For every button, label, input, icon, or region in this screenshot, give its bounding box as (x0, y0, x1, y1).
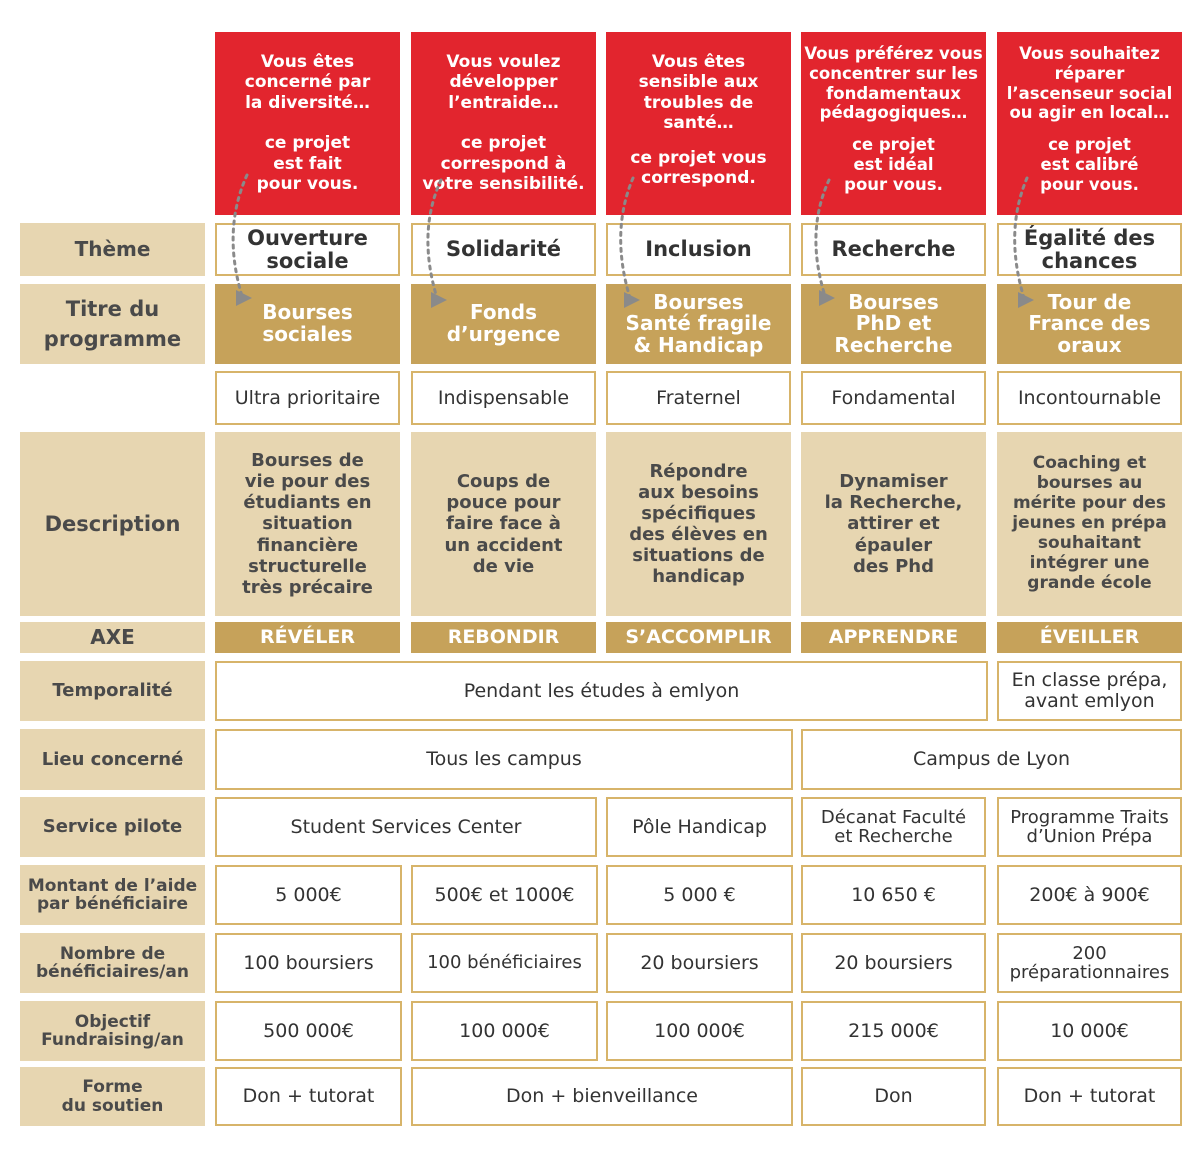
label-temporalite: Temporalité (20, 661, 205, 721)
header-statement-3 (606, 32, 791, 215)
statement-conclusion: ce projet est idéal pour vous. (844, 135, 943, 194)
qualifier-5: Incontournable (997, 371, 1182, 425)
programme-title-3: Bourses Santé fragile & Handicap (606, 284, 791, 364)
label-axe: AXE (20, 622, 205, 653)
objectif-3: 100 000€ (606, 1001, 793, 1061)
service-student-center: Student Services Center (215, 797, 597, 857)
objectif-4: 215 000€ (801, 1001, 986, 1061)
nombre-5: 200 préparationnaires (997, 933, 1182, 993)
header-statement-5 (997, 32, 1182, 215)
nombre-1: 100 boursiers (215, 933, 402, 993)
forme-1: Don + tutorat (215, 1067, 402, 1126)
statement-intro: Vous préférez vous concentrer sur les fondamentaux pédagogiques… (804, 44, 983, 123)
statement-intro: Vous souhaitez réparer l’ascenseur social ou agir en local… (1006, 44, 1173, 123)
statement-intro: Vous êtes concerné par la diversité… (244, 52, 371, 113)
label-objectif: Objectif Fundraising/an (20, 1001, 205, 1061)
theme-3: Inclusion (606, 223, 791, 276)
nombre-3: 20 boursiers (606, 933, 793, 993)
axe-3: S’ACCOMPLIR (606, 622, 791, 653)
nombre-4: 20 boursiers (801, 933, 986, 993)
service-pole-handicap: Pôle Handicap (606, 797, 793, 857)
label-forme: Forme du soutien (20, 1067, 205, 1126)
montant-1: 5 000€ (215, 865, 402, 925)
qualifier-2: Indispensable (411, 371, 596, 425)
programme-title-5: Tour de France des oraux (997, 284, 1182, 364)
statement-conclusion: ce projet correspond à votre sensibilité. (422, 133, 585, 194)
service-traits-union: Programme Traits d’Union Prépa (997, 797, 1182, 857)
label-programme-title: Titre du programme (20, 284, 205, 364)
label-nombre: Nombre de bénéficiaires/an (20, 933, 205, 993)
label-service: Service pilote (20, 797, 205, 857)
montant-2: 500€ et 1000€ (411, 865, 598, 925)
montant-5: 200€ à 900€ (997, 865, 1182, 925)
description-4: Dynamiser la Recherche, attirer et épauler des Phd (801, 432, 986, 616)
temporalite-during-studies: Pendant les études à emlyon (215, 661, 988, 721)
axe-4: APPRENDRE (801, 622, 986, 653)
forme-2: Don + bienveillance (411, 1067, 793, 1126)
forme-3: Don (801, 1067, 986, 1126)
objectif-1: 500 000€ (215, 1001, 402, 1061)
temporalite-prepa: En classe prépa, avant emlyon (997, 661, 1182, 721)
statement-intro: Vous voulez développer l’entraide… (446, 52, 561, 113)
axe-2: REBONDIR (411, 622, 596, 653)
description-5: Coaching et bourses au mérite pour des jeunes en prépa souhaitant intégrer une grande école (997, 432, 1182, 616)
label-lieu: Lieu concerné (20, 729, 205, 790)
programme-title-2: Fonds d’urgence (411, 284, 596, 364)
nombre-2: 100 bénéficiaires (411, 933, 598, 993)
qualifier-3: Fraternel (606, 371, 791, 425)
objectif-2: 100 000€ (411, 1001, 598, 1061)
objectif-5: 10 000€ (997, 1001, 1182, 1061)
lieu-lyon: Campus de Lyon (801, 729, 1182, 790)
description-1: Bourses de vie pour des étudiants en situation financière structurelle très précaire (215, 432, 400, 616)
programme-title-4: Bourses PhD et Recherche (801, 284, 986, 364)
programme-title-1: Bourses sociales (215, 284, 400, 364)
qualifier-1: Ultra prioritaire (215, 371, 400, 425)
label-montant: Montant de l’aide par bénéficiaire (20, 865, 205, 925)
statement-conclusion: ce projet est fait pour vous. (256, 133, 359, 194)
qualifier-4: Fondamental (801, 371, 986, 425)
header-statement-2 (411, 32, 596, 215)
axe-5: ÉVEILLER (997, 622, 1182, 653)
statement-conclusion: ce projet vous correspond. (630, 147, 767, 188)
label-description: Description (20, 432, 205, 616)
statement-conclusion: ce projet est calibré pour vous. (1040, 135, 1139, 194)
montant-3: 5 000 € (606, 865, 793, 925)
label-theme: Thème (20, 223, 205, 276)
header-statement-4 (801, 32, 986, 215)
header-statement-1 (215, 32, 400, 215)
theme-4: Recherche (801, 223, 986, 276)
theme-5: Égalité des chances (997, 223, 1182, 276)
theme-2: Solidarité (411, 223, 596, 276)
description-2: Coups de pouce pour faire face à un accident de vie (411, 432, 596, 616)
axe-1: RÉVÉLER (215, 622, 400, 653)
service-decanat: Décanat Faculté et Recherche (801, 797, 986, 857)
lieu-all-campuses: Tous les campus (215, 729, 793, 790)
statement-intro: Vous êtes sensible aux troubles de santé… (638, 52, 759, 134)
forme-4: Don + tutorat (997, 1067, 1182, 1126)
montant-4: 10 650 € (801, 865, 986, 925)
theme-1: Ouverture sociale (215, 223, 400, 276)
description-3: Répondre aux besoins spécifiques des élèves en situations de handicap (606, 432, 791, 616)
